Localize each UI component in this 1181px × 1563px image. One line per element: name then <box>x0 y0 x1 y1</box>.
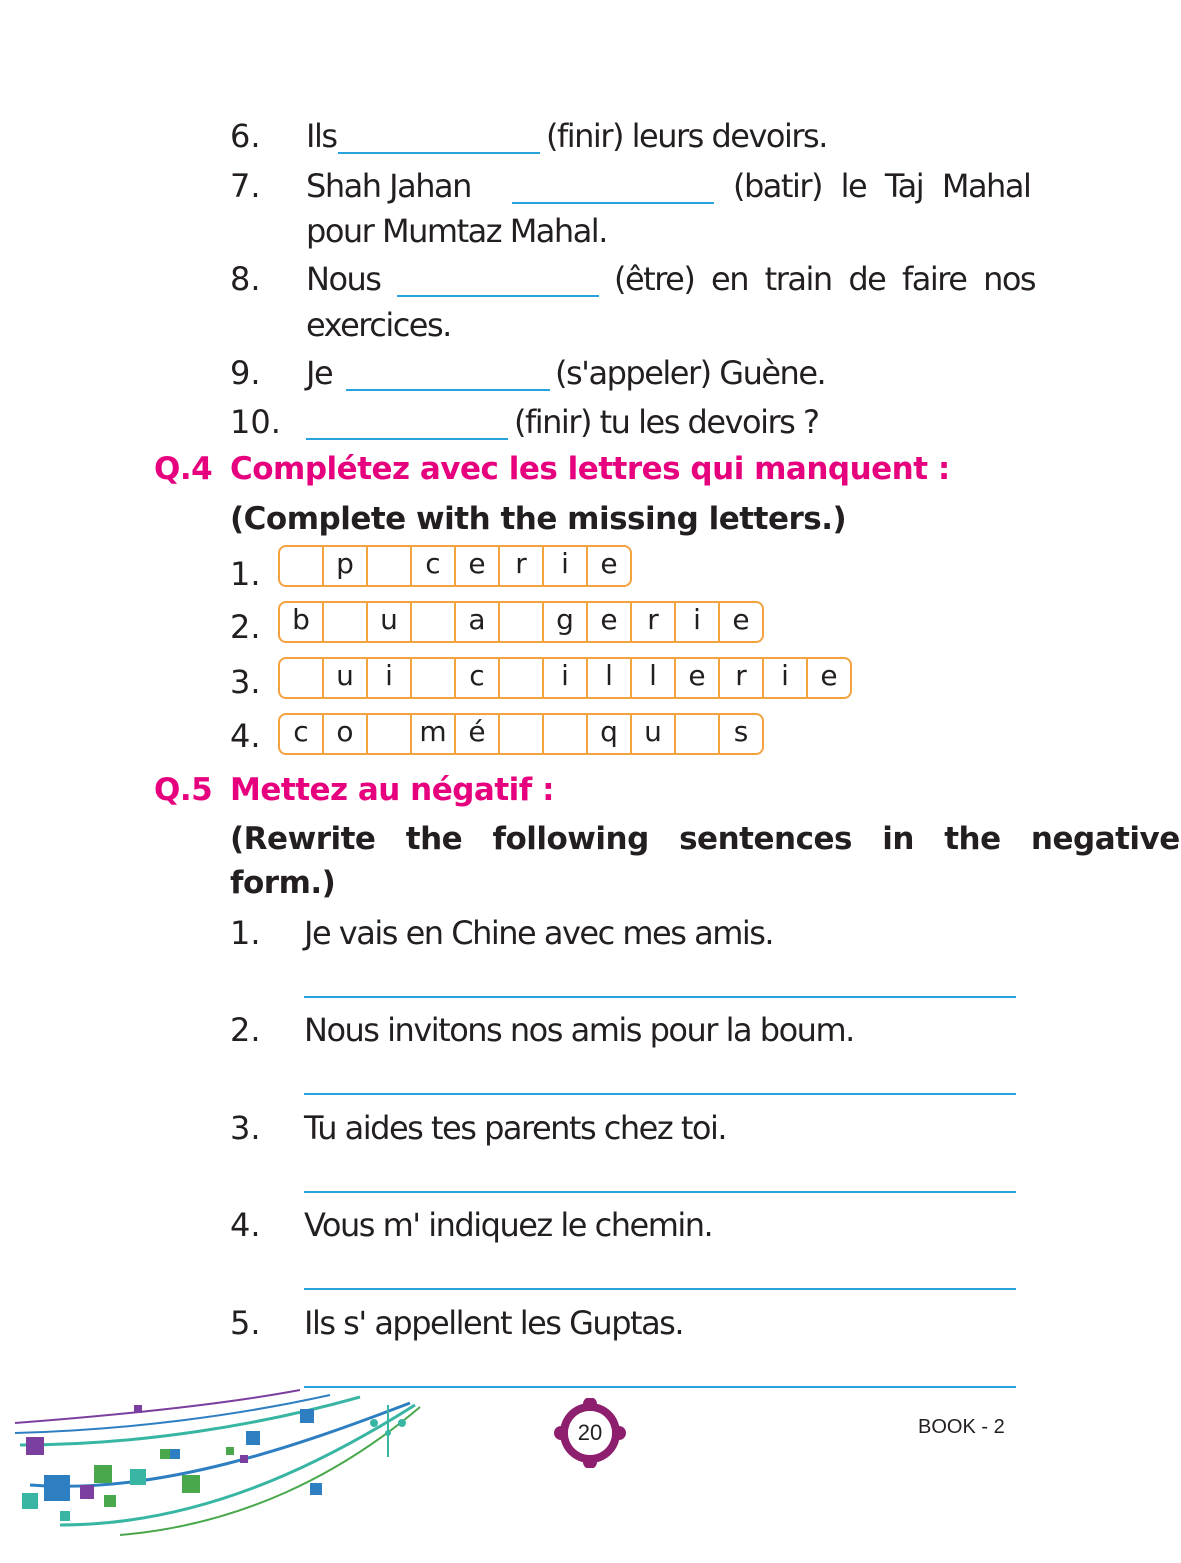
empty-letter-box[interactable] <box>412 601 456 643</box>
letter-box-row <box>278 601 764 643</box>
letter-box: i <box>676 601 720 643</box>
letter-box: e <box>808 657 852 699</box>
empty-letter-box[interactable] <box>544 713 588 755</box>
verb-hint: (être) en train de faire nos <box>614 260 1036 298</box>
letter-box: i <box>544 545 588 587</box>
letter-box: e <box>588 545 632 587</box>
sentence-number: 5. <box>230 1304 261 1342</box>
q5-title: Mettez au négatif : <box>230 772 554 808</box>
verb-hint: (finir) leurs devoirs. <box>546 117 827 155</box>
answer-line[interactable] <box>304 996 1016 998</box>
verb-hint: (finir) tu les devoirs ? <box>514 403 819 441</box>
fill-blank[interactable] <box>346 389 550 391</box>
q5-subtitle-line1: (Rewrite the following sentences in the negative <box>230 821 1180 857</box>
item-number: 6. <box>230 117 261 155</box>
letter-box: u <box>368 601 412 643</box>
q5-label: Q.5 <box>154 772 213 808</box>
answer-line[interactable] <box>304 1191 1016 1193</box>
sentence-start: Nous <box>306 260 381 298</box>
fill-blank[interactable] <box>338 152 540 154</box>
q5-subtitle-line2: form.) <box>230 865 336 901</box>
letter-box: r <box>500 545 544 587</box>
letter-box: g <box>544 601 588 643</box>
sentence-text: Ils s' appellent les Guptas. <box>304 1304 684 1342</box>
letter-box: u <box>632 713 676 755</box>
letter-box-row <box>278 545 632 587</box>
sentence-start: Je <box>306 354 333 392</box>
sentence-number: 4. <box>230 1206 261 1244</box>
letter-box: e <box>456 545 500 587</box>
letter-box: c <box>456 657 500 699</box>
empty-letter-box[interactable] <box>368 713 412 755</box>
empty-letter-box[interactable] <box>278 545 324 587</box>
letter-box: c <box>278 713 324 755</box>
word-number: 1. <box>230 555 261 593</box>
q4-title: Complétez avec les lettres qui manquent : <box>230 451 950 487</box>
fill-blank[interactable] <box>306 438 508 440</box>
letter-box: l <box>632 657 676 699</box>
letter-box: l <box>588 657 632 699</box>
letter-box: c <box>412 545 456 587</box>
empty-letter-box[interactable] <box>500 601 544 643</box>
decorative-swoosh-graphic <box>0 1385 430 1563</box>
word-number: 3. <box>230 663 261 701</box>
empty-letter-box[interactable] <box>324 601 368 643</box>
q4-subtitle: (Complete with the missing letters.) <box>230 501 847 537</box>
empty-letter-box[interactable] <box>500 657 544 699</box>
letter-box: é <box>456 713 500 755</box>
letter-box: p <box>324 545 368 587</box>
empty-letter-box[interactable] <box>412 657 456 699</box>
item-number: 8. <box>230 260 261 298</box>
sentence-text: Vous m' indiquez le chemin. <box>304 1206 713 1244</box>
verb-hint: (batir) le Taj Mahal <box>733 167 1031 205</box>
sentence-continuation: pour Mumtaz Mahal. <box>306 212 607 250</box>
empty-letter-box[interactable] <box>676 713 720 755</box>
sentence-continuation: exercices. <box>306 306 451 344</box>
sentence-text: Tu aides tes parents chez toi. <box>304 1109 727 1147</box>
letter-box: e <box>676 657 720 699</box>
page-number: 20 <box>577 1420 603 1445</box>
sentence-start: Ils <box>306 117 337 155</box>
answer-line[interactable] <box>304 1093 1016 1095</box>
letter-box: s <box>720 713 764 755</box>
letter-box: q <box>588 713 632 755</box>
answer-line[interactable] <box>304 1288 1016 1290</box>
book-label: BOOK - 2 <box>918 1416 1005 1438</box>
sentence-text: Je vais en Chine avec mes amis. <box>304 914 774 952</box>
letter-box: i <box>368 657 412 699</box>
letter-box: i <box>544 657 588 699</box>
sentence-number: 3. <box>230 1109 261 1147</box>
item-number: 7. <box>230 167 261 205</box>
fill-blank[interactable] <box>397 295 599 297</box>
letter-box: r <box>720 657 764 699</box>
letter-box: a <box>456 601 500 643</box>
sentence-number: 1. <box>230 914 261 952</box>
empty-letter-box[interactable] <box>500 713 544 755</box>
item-number: 9. <box>230 354 261 392</box>
letter-box: m <box>412 713 456 755</box>
letter-box: e <box>720 601 764 643</box>
letter-box: e <box>588 601 632 643</box>
letter-box-row <box>278 657 852 699</box>
verb-hint: (s'appeler) Guène. <box>555 354 826 392</box>
word-number: 4. <box>230 717 261 755</box>
empty-letter-box[interactable] <box>278 657 324 699</box>
letter-box: u <box>324 657 368 699</box>
word-number: 2. <box>230 608 261 646</box>
letter-box: r <box>632 601 676 643</box>
empty-letter-box[interactable] <box>368 545 412 587</box>
letter-box: o <box>324 713 368 755</box>
letter-box-row <box>278 713 764 755</box>
q4-label: Q.4 <box>154 451 213 487</box>
letter-box: i <box>764 657 808 699</box>
letter-box: b <box>278 601 324 643</box>
sentence-text: Nous invitons nos amis pour la boum. <box>304 1011 854 1049</box>
sentence-number: 2. <box>230 1011 261 1049</box>
fill-blank[interactable] <box>512 202 714 204</box>
sentence-start: Shah Jahan <box>306 167 471 205</box>
item-number: 10. <box>230 403 281 441</box>
